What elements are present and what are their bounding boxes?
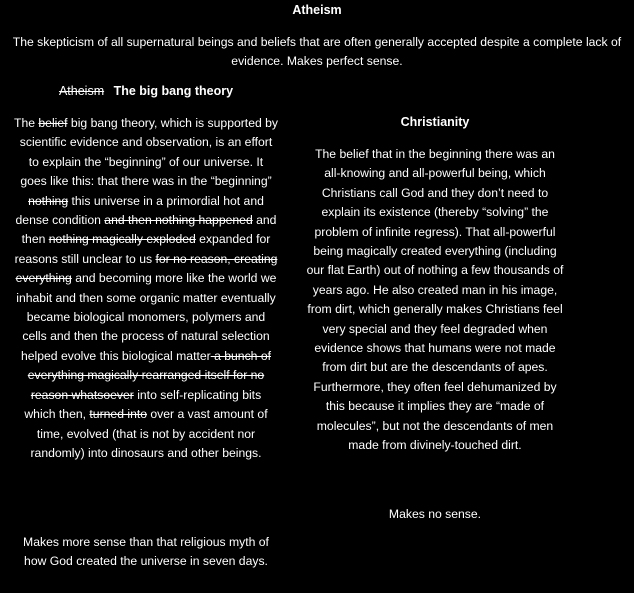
text-segment: over a vast amount of time, evolved (that is not by accident nor randomly) into dinosaurs and other beings. (30, 407, 268, 460)
struck-text-segment: nothing magically exploded (48, 232, 196, 247)
page-title: Atheism (292, 3, 342, 17)
left-column-body (14, 114, 278, 463)
right-column-closing: Makes no sense. (388, 507, 482, 521)
struck-heading-word: Atheism (58, 84, 105, 98)
struck-text-segment: nothing (28, 193, 69, 208)
text-segment: into self-replicating bits which then, (24, 387, 262, 422)
left-column-closing: Makes more sense than that religious myth of how God created the universe in seven days. (23, 535, 269, 569)
text-segment: and then (21, 213, 277, 247)
struck-text-segment: for no reason, creating everything (15, 251, 278, 286)
text-segment: big bang theory, which is supported by scientific evidence and observation, is an effort to explain the “beginning” of our universe. It goes like this: that there was in the “beginning” (19, 116, 279, 189)
right-column-body: The belief that in the beginning there was an all-knowing and all-powerful being, which Christians call God and they don’t need to explain its existence (thereby “solving” the problem of infinite regress). That all-powerful being magically created everything (including our flat Earth) out of nothing a few thousands of years ago. He also created man in his image, from dirt, which generally makes Christians feel very special and they feel degraded when evidence shows that humans were not made from dirt but are the descendants of apes. Furthermore, they often feel dehumanized by this because it implies they are “made of molecules”, but not the descendants of men made from divinely-touched dirt. (306, 147, 564, 453)
left-column-heading (16, 82, 276, 101)
struck-text-segment: a bunch of everything magically rearranged itself for no reason whatsoever (27, 348, 271, 402)
struck-text-segment: and then nothing happened (104, 213, 253, 228)
intro-paragraph: The skepticism of all supernatural beings and beliefs that are often generally accepted despite a complete lack of evidence. Makes perfect sense. (12, 35, 622, 69)
right-column-heading: Christianity (400, 115, 470, 129)
text-segment: expanded for reasons still unclear to us (14, 232, 271, 266)
text-segment: and becoming more like the world we inhabit and then some organic matter eventually became biological monomers, polymers and cells and then the process of natural selection helped evolve this biological matter (16, 271, 277, 363)
text-segment: this universe in a primordial hot and dense condition (15, 193, 264, 228)
struck-text-segment: belief (38, 116, 68, 130)
text-segment: The (14, 116, 39, 130)
struck-text-segment: turned into (89, 407, 148, 422)
left-heading-text: The big bang theory (113, 84, 234, 98)
